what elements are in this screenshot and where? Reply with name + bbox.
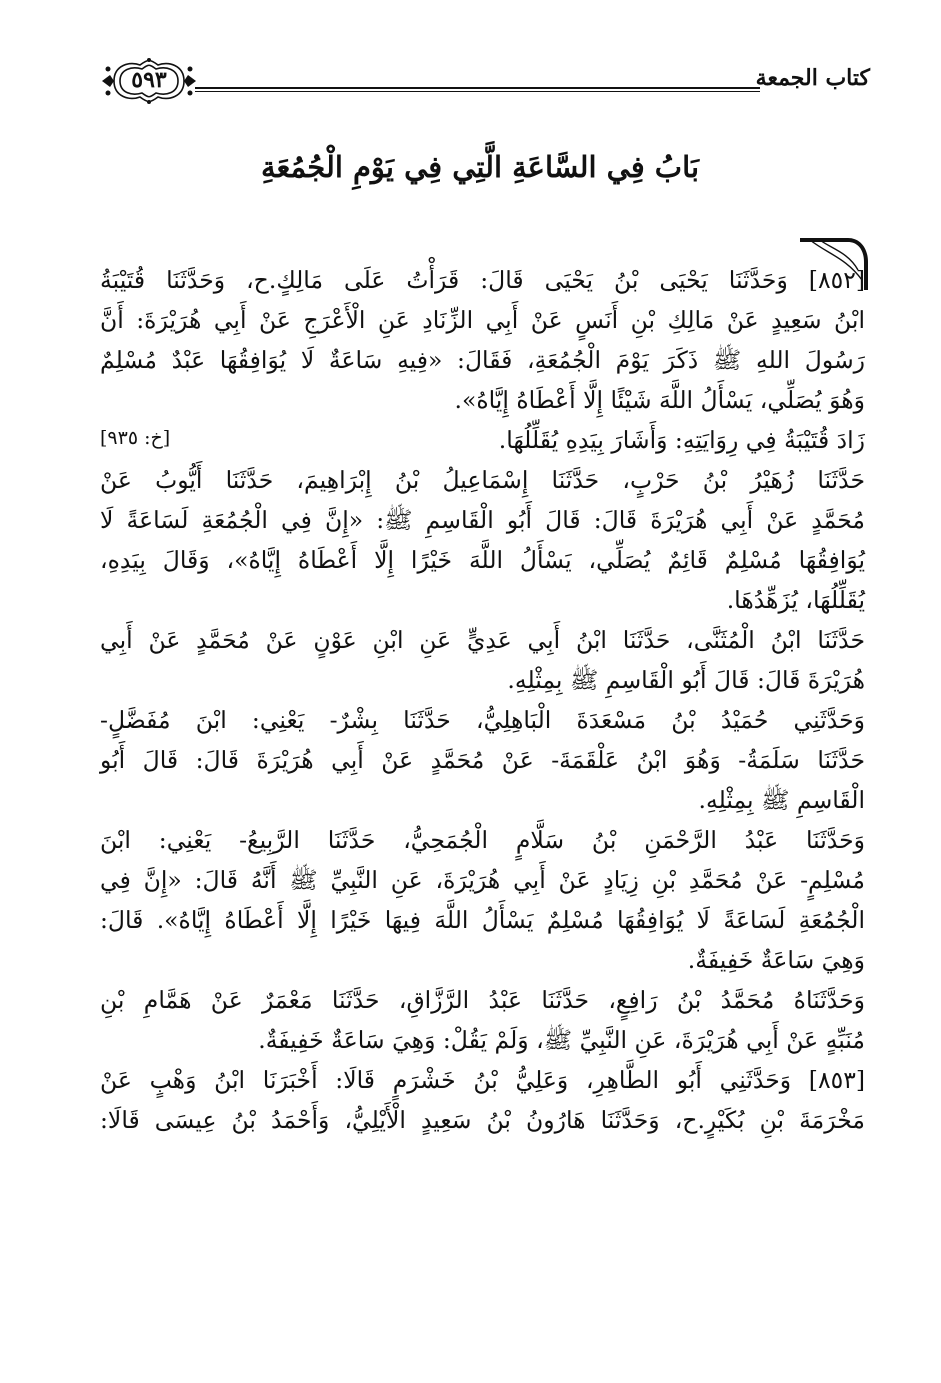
text-line <box>100 702 865 742</box>
text-line-content: هُرَيْرَةَ قَالَ: قَالَ أَبُو الْقَاسِمِ ﷺ بِمِثْلِهِ. <box>507 666 865 694</box>
text-line-content: زَادَ قُتَيْبَةُ فِي رِوَايَتِهِ: وَأَشَارَ بِيَدِهِ يُقَلِّلُهَا. <box>498 426 865 454</box>
text-line-content: الْجُمُعَةِ لَسَاعَةً لَا يُوَافِقُهَا مُسْلِمٌ يَسْأَلُ اللَّهَ فِيهَا خَيْرًا إِلَّا أَعْطَاهُ إِيَّاهُ». قَالَ: <box>100 906 865 934</box>
page-header <box>100 55 870 107</box>
text-line <box>100 742 865 782</box>
text-line-content: الْقَاسِمِ ﷺ بِمِثْلِهِ. <box>698 786 865 814</box>
book-title: كتاب الجمعة <box>755 65 870 91</box>
text-line <box>100 302 865 342</box>
text-line <box>100 382 865 422</box>
text-line <box>100 662 865 702</box>
text-line <box>100 622 865 662</box>
text-line-content: رَسُولَ اللهِ ﷺ ذَكَرَ يَوْمَ الْجُمُعَةِ، فَقَالَ: «فِيهِ سَاعَةٌ لَا يُوَافِقُهَا عَبْدٌ مُسْلِمٌ <box>100 346 865 374</box>
text-line-content: مُنَبِّهٍ عَنْ أَبِي هُرَيْرَةَ، عَنِ النَّبِيِّ ﷺ، وَلَمْ يَقُلْ: وَهِيَ سَاعَةٌ خَفِيفَةٌ. <box>258 1026 865 1054</box>
chapter-title: بَابُ فِي السَّاعَةِ الَّتِي فِي يَوْمِ الْجُمُعَةِ <box>260 150 700 184</box>
page-number: ٥٩٣ <box>131 67 167 93</box>
text-line-content: [٨٥٣] وَحَدَّثَنِي أَبُو الطَّاهِرِ، وَعَلِيُّ بْنُ خَشْرَمٍ قَالَا: أَخْبَرَنَا ابْنُ وَهْبٍ عَنْ <box>100 1066 865 1094</box>
text-line <box>100 822 865 862</box>
text-line-content: حَدَّثَنَا ابْنُ الْمُثَنَّى، حَدَّثَنَا ابْنُ أَبِي عَدِيٍّ عَنِ ابْنِ عَوْنٍ عَنْ مُحَمَّدٍ عَنْ أَبِي <box>100 626 865 654</box>
text-line <box>100 782 865 822</box>
page-number-frame <box>100 55 198 107</box>
text-line-content: يُقَلِّلُهَا، يُزَهِّدُهَا. <box>726 586 865 614</box>
text-line-content: مُحَمَّدٍ عَنْ أَبِي هُرَيْرَةَ قَالَ: قَالَ أَبُو الْقَاسِمِ ﷺ: «إِنَّ فِي الْجُمُعَةِ لَسَاعَةً لَا <box>100 506 865 534</box>
text-line <box>100 902 865 942</box>
hadith-body <box>100 262 865 1142</box>
text-line <box>100 1102 865 1142</box>
text-line <box>100 582 865 622</box>
text-line <box>100 1022 865 1062</box>
text-line <box>100 462 865 502</box>
text-line <box>100 262 865 302</box>
text-line <box>100 942 865 982</box>
text-line-content: [٨٥٢] وَحَدَّثَنَا يَحْيَى بْنُ يَحْيَى قَالَ: قَرَأْتُ عَلَى مَالِكٍ.ح، وَحَدَّثَنَا قُتَيْبَةُ <box>100 266 865 294</box>
header-rule <box>195 87 760 92</box>
text-line <box>100 502 865 542</box>
text-line-content: وَحَدَّثَنِي حُمَيْدُ بْنُ مَسْعَدَةَ الْبَاهِلِيُّ، حَدَّثَنَا بِشْرٌ- يَعْنِي: ابْنَ مُفَضَّلٍ- <box>100 706 865 734</box>
text-line-content: يُوَافِقُهَا مُسْلِمٌ قَائِمٌ يُصَلِّي، يَسْأَلُ اللَّهَ خَيْرًا إِلَّا أَعْطَاهُ إِيَّاهُ»، وَقَالَ بِيَدِهِ، <box>100 546 865 574</box>
text-line-content: مَخْرَمَةَ بْنِ بُكَيْرٍ.ح، وَحَدَّثَنَا هَارُونُ بْنُ سَعِيدٍ الْأَيْلِيُّ، وَأَحْمَدُ بْنُ عِيسَى قَالَا: <box>100 1106 865 1134</box>
text-line-content: وَهِيَ سَاعَةٌ خَفِيفَةٌ. <box>687 946 865 974</box>
text-line-content: حَدَّثَنَا سَلَمَةُ- وَهُوَ ابْنُ عَلْقَمَةَ- عَنْ مُحَمَّدٍ عَنْ أَبِي هُرَيْرَةَ قَالَ: قَالَ أَبُو <box>100 746 865 774</box>
text-line-content: وَحَدَّثَنَاهُ مُحَمَّدُ بْنُ رَافِعٍ، حَدَّثَنَا عَبْدُ الرَّزَّاقِ، حَدَّثَنَا مَعْمَرٌ عَنْ هَمَّامِ بْنِ <box>100 986 865 1014</box>
text-line <box>100 542 865 582</box>
text-line-content: وَهُوَ يُصَلِّي، يَسْأَلُ اللَّهَ شَيْئًا إِلَّا أَعْطَاهُ إِيَّاهُ». <box>454 386 865 414</box>
text-line-content: حَدَّثَنَا زُهَيْرُ بْنُ حَرْبٍ، حَدَّثَنَا إِسْمَاعِيلُ بْنُ إِبْرَاهِيمَ، حَدَّثَنَا أَيُّوبُ عَنْ <box>100 466 865 494</box>
text-line-content: وَحَدَّثَنَا عَبْدُ الرَّحْمَنِ بْنُ سَلَّامٍ الْجُمَحِيُّ، حَدَّثَنَا الرَّبِيعُ- يَعْنِي: ابْنَ <box>100 826 865 854</box>
text-line <box>100 422 865 462</box>
text-line <box>100 1062 865 1102</box>
text-line <box>100 862 865 902</box>
bukhari-reference: [خ: ٩٣٥] <box>100 427 171 449</box>
text-line-content: مُسْلِمٍ- عَنْ مُحَمَّدِ بْنِ زِيَادٍ عَنْ أَبِي هُرَيْرَةَ، عَنِ النَّبِيِّ ﷺ أَنَّهُ قَالَ: «إِنَّ فِي <box>100 866 865 894</box>
text-line <box>100 982 865 1022</box>
text-line <box>100 342 865 382</box>
text-line-content: ابْنُ سَعِيدٍ عَنْ مَالِكِ بْنِ أَنَسٍ عَنْ أَبِي الزِّنَادِ عَنِ الْأَعْرَجِ عَنْ أَبِي هُرَيْرَةَ: أَنَّ <box>100 306 865 334</box>
